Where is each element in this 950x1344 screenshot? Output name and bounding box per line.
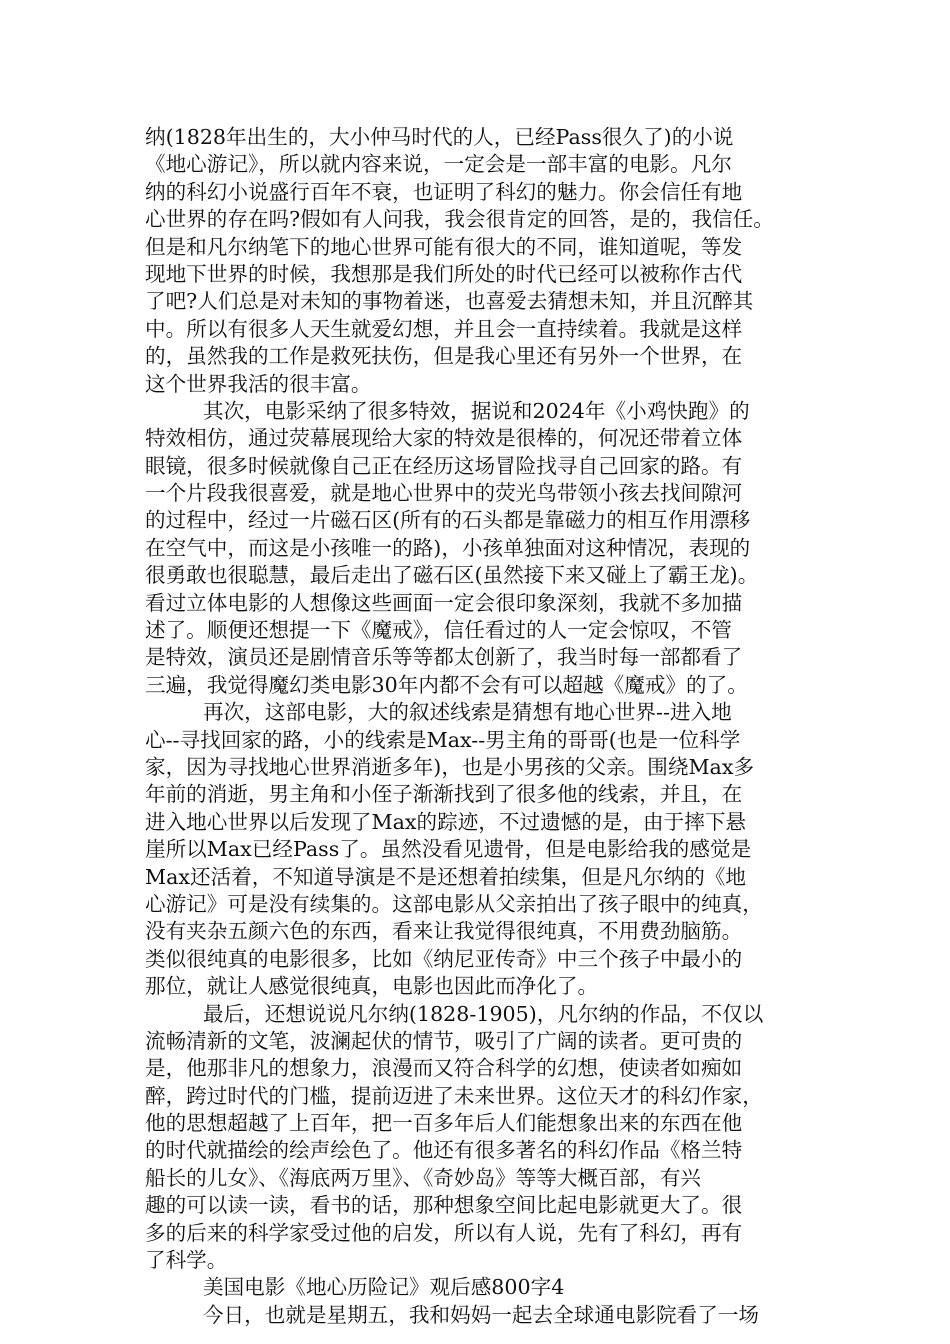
text-line: 没有夹杂五颜六色的东西，看来让我觉得很纯真，不用费劲脑筋。 bbox=[145, 919, 743, 944]
text-line: 现地下世界的时候，我想那是我们所处的时代已经可以被称作古代 bbox=[145, 261, 743, 286]
text-line: 纳(1828年出生的，大小仲马时代的人，已经Pass很久了)的小说 bbox=[145, 125, 734, 149]
text-line: 纳的科幻小说盛行百年不衰，也证明了科幻的魅力。你会信任有地 bbox=[145, 179, 743, 204]
text-line: 家，因为寻找地心世界消逝多年)，也是小男孩的父亲。围绕Max多 bbox=[145, 754, 755, 779]
text-line: 他的思想超越了上百年，把一百多年后人们能想象出来的东西在他 bbox=[145, 1111, 743, 1136]
text-line: 三遍，我觉得魔幻类电影30年内都不会有可以超越《魔戒》的了。 bbox=[145, 672, 748, 697]
text-line: 心世界的存在吗?假如有人问我，我会很肯定的回答，是的，我信任。 bbox=[145, 207, 774, 232]
text-line: Max还活着，不知道导演是不是还想着拍续集，但是凡尔纳的《地 bbox=[145, 864, 747, 889]
document-body bbox=[145, 124, 825, 1329]
paragraph-start-line: 今日，也就是星期五，我和妈妈一起去全球通电影院看了一场 bbox=[203, 1302, 760, 1327]
text-line: 是，他那非凡的想象力，浪漫而又符合科学的幻想，使读者如痴如 bbox=[145, 1056, 743, 1081]
text-line: 《地心游记》，所以就内容来说，一定会是一部丰富的电影。凡尔 bbox=[145, 152, 732, 177]
text-line: 的，虽然我的工作是救死扶伤，但是我心里还有另外一个世界，在 bbox=[145, 344, 743, 369]
section-heading: 美国电影《地心历险记》观后感800字4 bbox=[203, 1275, 565, 1300]
text-line: 但是和凡尔纳笔下的地心世界可能有很大的不同，谁知道呢，等发 bbox=[145, 234, 743, 259]
text-line: 了吧?人们总是对未知的事物着迷，也喜爱去猜想未知，并且沉醉其 bbox=[145, 289, 754, 314]
text-line: 类似很纯真的电影很多，比如《纳尼亚传奇》中三个孩子中最小的 bbox=[145, 946, 743, 971]
text-line: 的过程中，经过一片磁石区(所有的石头都是靠磁力的相互作用漂移 bbox=[145, 508, 751, 533]
text-line: 很勇敢也很聪慧，最后走出了磁石区(虽然接下来又碰上了霸王龙)。 bbox=[145, 563, 759, 588]
text-line: 特效相仿，通过荧幕展现给大家的特效是很棒的，何况还带着立体 bbox=[145, 426, 743, 451]
text-line: 看过立体电影的人想像这些画面一定会很印象深刻，我就不多加描 bbox=[145, 590, 743, 615]
text-line: 那位，就让人感觉很纯真，电影也因此而净化了。 bbox=[145, 974, 599, 999]
text-line: 醉，跨过时代的门槛，提前迈进了未来世界。这位天才的科幻作家， bbox=[145, 1083, 763, 1108]
text-line: 流畅清新的文笔，波澜起伏的情节，吸引了广阔的读者。更可贵的 bbox=[145, 1028, 743, 1053]
paragraph-start-line: 最后，还想说说凡尔纳(1828-1905)，凡尔纳的作品，不仅以 bbox=[203, 1001, 764, 1026]
text-line: 船长的儿女》、《海底两万里》、《奇妙岛》等等大概百部，有兴 bbox=[145, 1165, 702, 1190]
text-line: 心游记》可是没有续集的。这部电影从父亲拍出了孩子眼中的纯真， bbox=[145, 891, 763, 916]
text-line: 的时代就描绘的绘声绘色了。他还有很多著名的科幻作品《格兰特 bbox=[145, 1138, 743, 1163]
text-line: 崖所以Max已经Pass了。虽然没看见遗骨，但是电影给我的感觉是 bbox=[145, 837, 752, 862]
text-line: 多的后来的科学家受过他的启发，所以有人说，先有了科幻，再有 bbox=[145, 1220, 743, 1245]
text-line: 是特效，演员还是剧情音乐等等都太创新了，我当时每一部都看了 bbox=[145, 645, 743, 670]
text-line: 心--寻找回家的路，小的线索是Max--男主角的哥哥(也是一位科学 bbox=[145, 727, 741, 752]
text-line: 眼镜，很多时候就像自己正在经历这场冒险找寻自己回家的路。有 bbox=[145, 453, 743, 478]
paragraph-start-line: 其次，电影采纳了很多特效，据说和2024年《小鸡快跑》的 bbox=[203, 398, 750, 423]
text-line: 这个世界我活的很丰富。 bbox=[145, 371, 372, 396]
text-line: 中。所以有很多人天生就爱幻想，并且会一直持续着。我就是这样 bbox=[145, 316, 743, 341]
text-line: 述了。顺便还想提一下《魔戒》，信任看过的人一定会惊叹，不管 bbox=[145, 618, 732, 643]
paragraph-start-line: 再次，这部电影，大的叙述线索是猜想有地心世界--进入地 bbox=[203, 700, 732, 725]
text-line: 进入地心世界以后发现了Max的踪迹，不过遗憾的是，由于摔下悬 bbox=[145, 809, 747, 834]
text-line: 了科学。 bbox=[145, 1248, 228, 1273]
text-line: 年前的消逝，男主角和小侄子渐渐找到了很多他的线索，并且，在 bbox=[145, 782, 743, 807]
text-line: 趣的可以读一读，看书的话，那种想象空间比起电影就更大了。很 bbox=[145, 1193, 743, 1218]
text-line: 在空气中，而这是小孩唯一的路)，小孩单独面对这种情况，表现的 bbox=[145, 535, 751, 560]
text-line: 一个片段我很喜爱，就是地心世界中的荧光鸟带领小孩去找间隙河 bbox=[145, 481, 743, 506]
